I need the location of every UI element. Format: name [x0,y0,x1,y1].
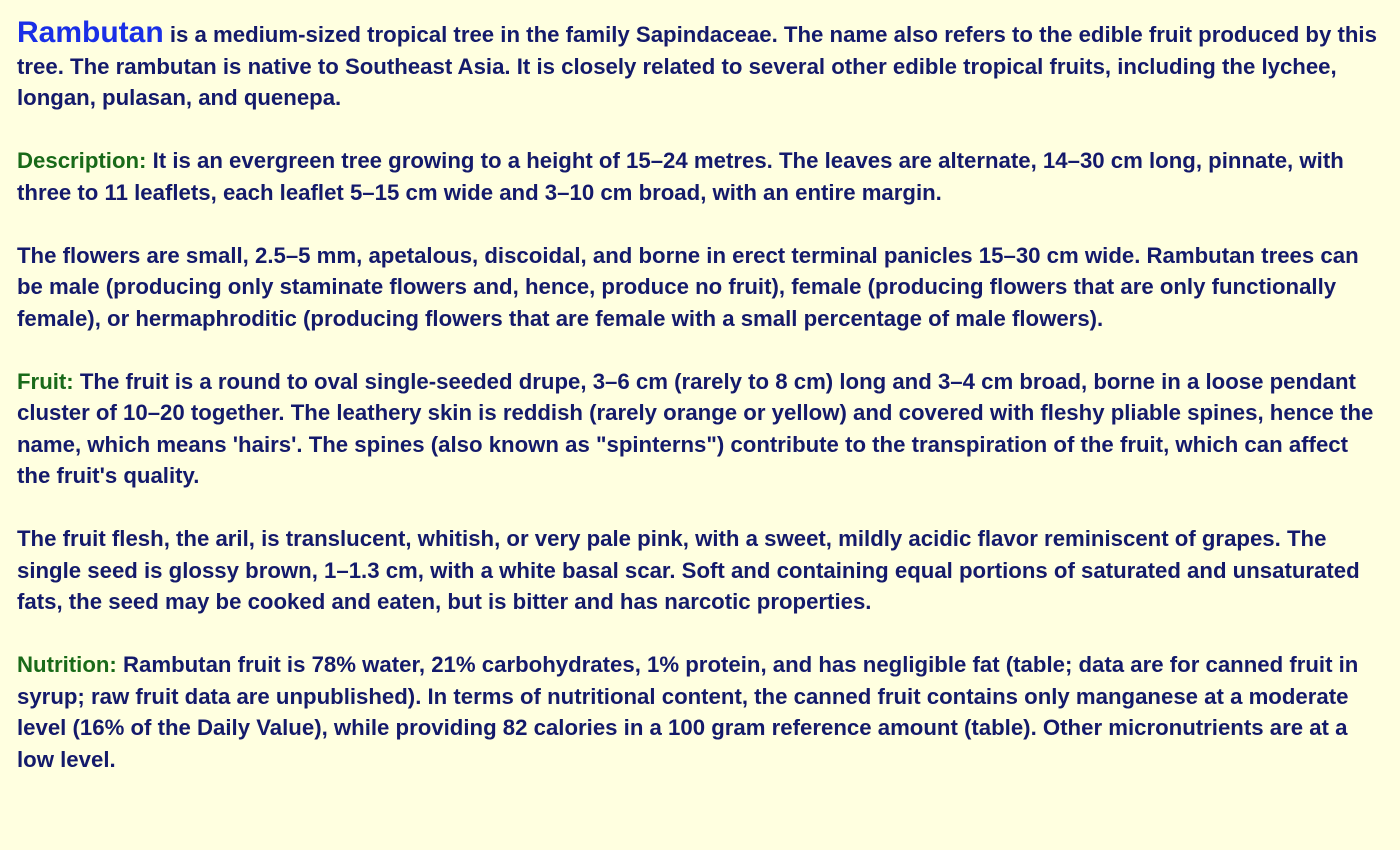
fruit-label: Fruit: [17,368,74,394]
nutrition-paragraph [17,649,1382,775]
fruit-text: The fruit is a round to oval single-seeded drupe, 3–6 cm (rarely to 8 cm) long and 3–4 cm broad, borne in a loose pendant cluster of 10–20 together. The leathery skin is reddish (rarely orange or yellow) and covered with fleshy pliable spines, hence the name, which means 'hairs'. The spines (also known as "spinterns") contribute to the transpiration of the fruit, which can affect the fruit's quality. [17,368,1374,488]
flesh-text: The fruit flesh, the aril, is translucent, whitish, or very pale pink, with a sweet, mildly acidic flavor reminiscent of grapes. The single seed is glossy brown, 1–1.3 cm, with a white basal scar. Soft and containing equal portions of saturated and unsaturated fats, the seed may be cooked and eaten, but is bitter and has narcotic properties. [17,526,1360,614]
intro-paragraph [17,17,1382,114]
article-title: Rambutan [17,16,164,49]
fruit-paragraph [17,366,1382,492]
description-paragraph [17,145,1382,208]
description-text: It is an evergreen tree growing to a height of 15–24 metres. The leaves are alternate, 14–30 cm long, pinnate, with three to 11 leaflets, each leaflet 5–15 cm wide and 3–10 cm broad, with an entire margin. [17,148,1344,205]
nutrition-text: Rambutan fruit is 78% water, 21% carbohydrates, 1% protein, and has negligible fat (table; data are for canned fruit in syrup; raw fruit data are unpublished). In terms of nutritional content, the canned fruit contains only manganese at a moderate level (16% of the Daily Value), while providing 82 calories in a 100 gram reference amount (table). Other micronutrients are at a low level. [17,652,1359,772]
flowers-text: The flowers are small, 2.5–5 mm, apetalous, discoidal, and borne in erect terminal panicles 15–30 cm wide. Rambutan trees can be male (producing only staminate flowers and, hence, produce no fruit), female (producing flowers that are only functionally female), or hermaphroditic (producing flowers that are female with a small percentage of male flowers). [17,242,1359,331]
flowers-paragraph [17,240,1382,335]
description-label: Description: [17,148,147,173]
nutrition-label: Nutrition: [17,652,117,677]
flesh-paragraph [17,523,1382,618]
intro-text: is a medium-sized tropical tree in the family Sapindaceae. The name also refers to the edible fruit produced by this tree. The rambutan is native to Southeast Asia. It is closely related to several other edible tropical fruits, including the lychee, longan, pulasan, and quenepa. [17,22,1377,110]
